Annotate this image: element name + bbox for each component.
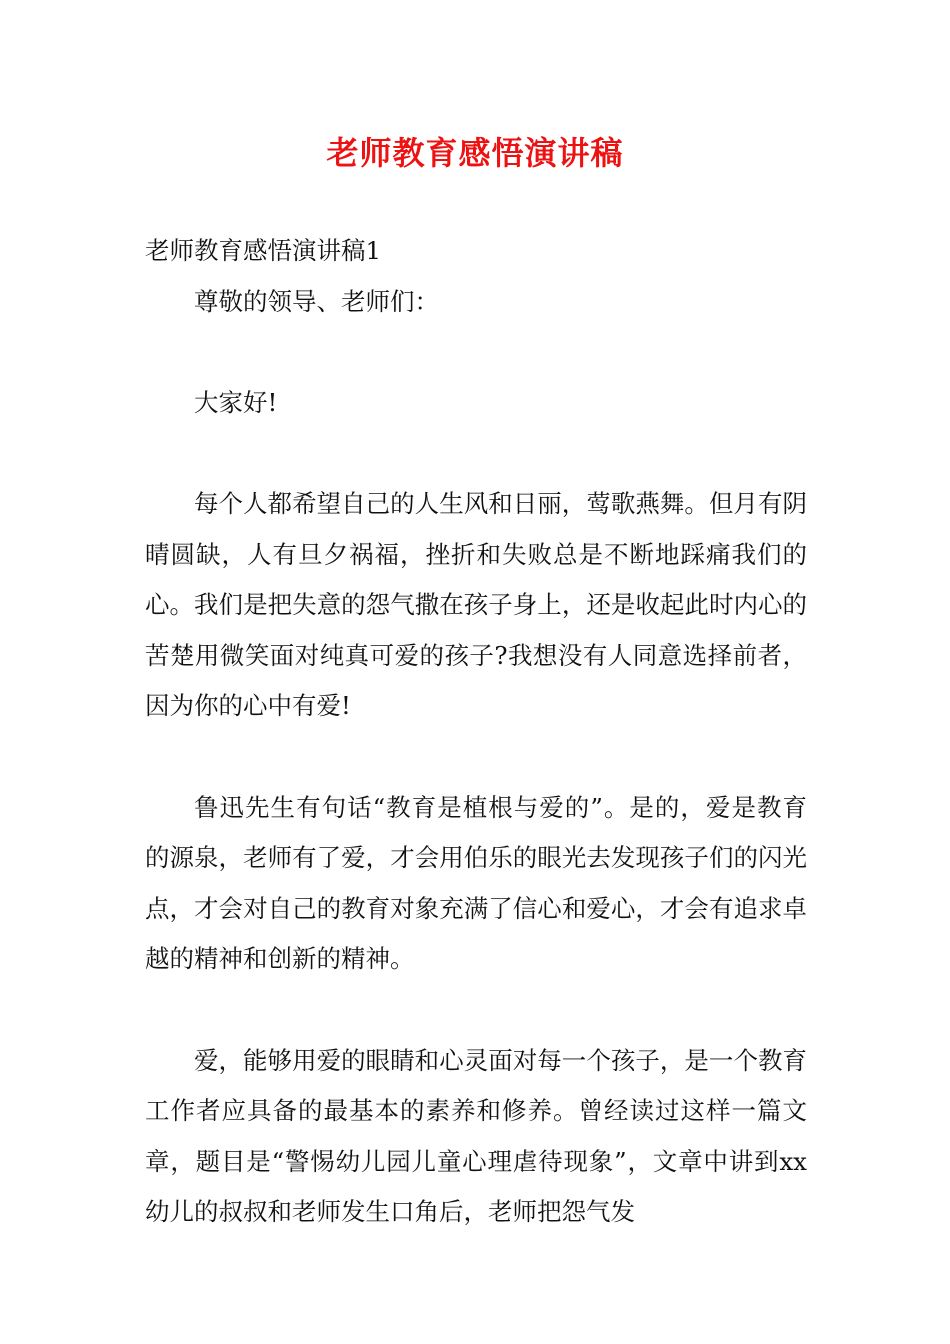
paragraph-gap xyxy=(145,985,807,1036)
paragraph-gap xyxy=(145,732,807,783)
section-heading: 老师教育感悟演讲稿1 xyxy=(145,236,382,265)
body-paragraph-1: 每个人都希望自己的人生风和日丽，莺歌燕舞。但月有阴晴圆缺，人有旦夕祸福，挫折和失败总是不断地踩痛我们的心。我们是把失意的怨气撒在孩子身上，还是收起此时内心的苦楚用微笑面对纯真可爱的孩子?我想没有人同意选择前者，因为你的心中有爱! xyxy=(145,488,807,721)
document-title: 老师教育感悟演讲稿 xyxy=(326,134,624,172)
body-paragraph-3: 爱，能够用爱的眼睛和心灵面对每一个孩子，是一个教育工作者应具备的最基本的素养和修养。曾经读过这样一篇文章，题目是“警惕幼儿园儿童心理虐待现象”，文章中讲到xx幼儿的叔叔和老师发生口角后，老师把怨气发 xyxy=(145,1045,807,1227)
paragraph-gap xyxy=(145,428,807,479)
greeting-line: 尊敬的领导、老师们： xyxy=(194,286,439,316)
hello-line: 大家好! xyxy=(194,387,278,417)
paragraph-gap xyxy=(145,327,807,378)
body-paragraph-2: 鲁迅先生有句话“教育是植根与爱的”。是的，爱是教育的源泉，老师有了爱，才会用伯乐的眼光去发现孩子们的闪光点，才会对自己的教育对象充满了信心和爱心，才会有追求卓越的精神和创新的精神。 xyxy=(145,792,807,974)
document-body xyxy=(145,226,807,1238)
